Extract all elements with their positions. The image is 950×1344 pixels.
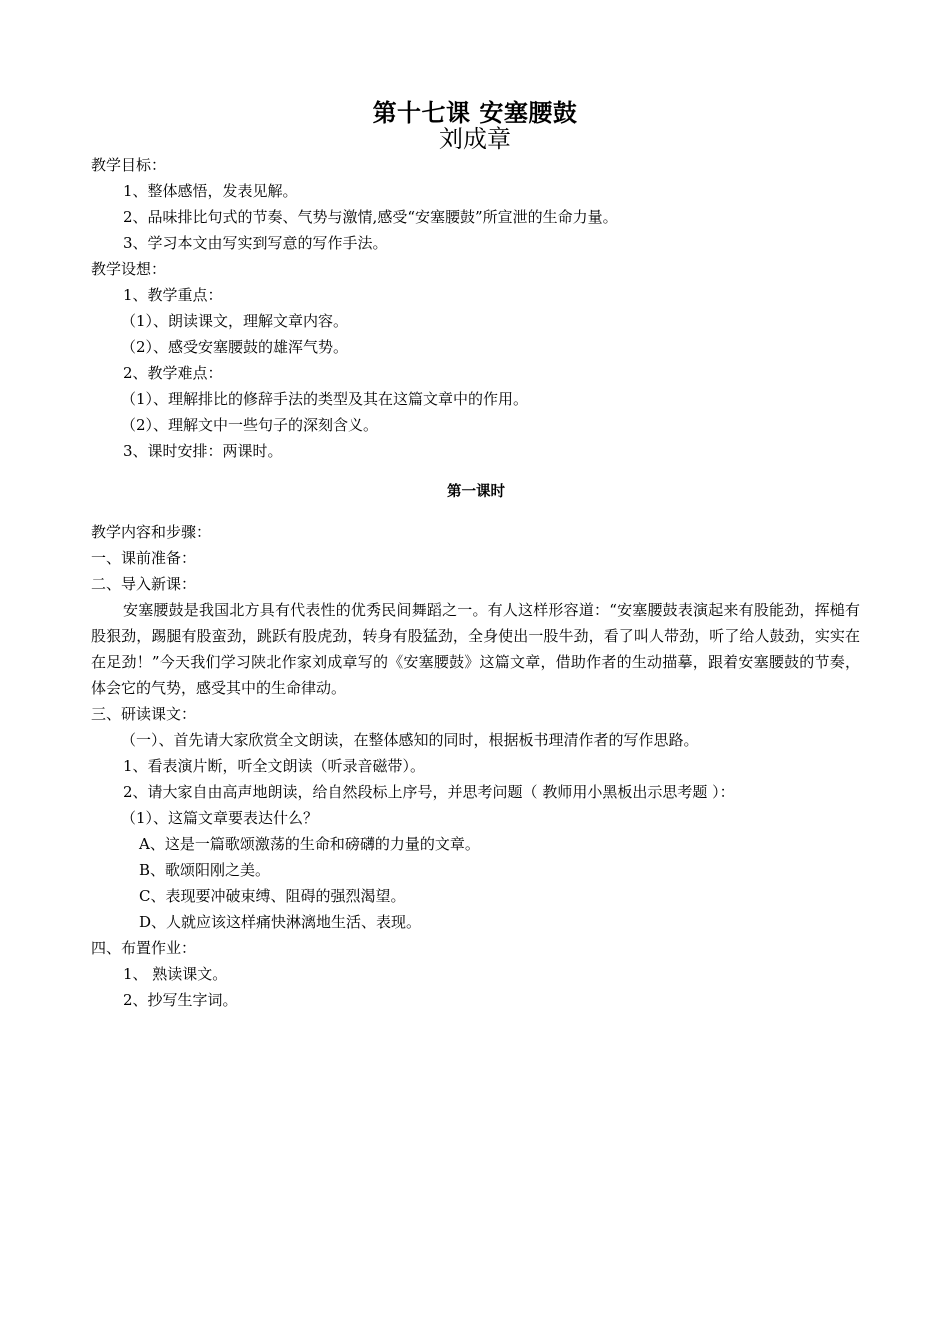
document-author: 刘成章 — [439, 125, 511, 153]
document-body — [91, 152, 861, 1013]
schedule-line: 3、课时安排：两课时。 — [123, 442, 283, 460]
answer-option: B、歌颂阳刚之美。 — [139, 861, 271, 879]
key-points-heading: 1、教学重点： — [123, 286, 223, 304]
answer-option: C、表现要冲破束缚、阻碍的强烈渴望。 — [139, 887, 406, 905]
reading-item: 2、请大家自由高声地朗读，给自然段标上序号，并思考问题（ 教师用小黑板出示思考题 ）： — [123, 783, 735, 801]
homework-item: 2、抄写生字词。 — [123, 991, 238, 1009]
difficulty-item: （2）、理解文中一些句子的深刻含义。 — [121, 416, 379, 434]
intro-paragraph: 安塞腰鼓是我国北方具有代表性的优秀民间舞蹈之一。有人这样形容道：“安塞腰鼓表演起来有股能劲，挥槌有股狠劲，踢腿有股蛮劲，跳跃有股虎劲，转身有股猛劲，全身使出一股牛劲，看了叫人带劲，听了给人鼓劲，实实在在足劲！”今天我们学习陕北作家刘成章写的《安塞腰鼓》这篇文章，借助作者的生动描摹，跟着安塞腰鼓的节奏，体会它的气势，感受其中的生命律动。 — [91, 601, 860, 697]
question-item: （1）、这篇文章要表达什么？ — [121, 809, 319, 827]
step-heading: 四、布置作业： — [91, 939, 197, 957]
answer-option: A、这是一篇歌颂激荡的生命和磅礴的力量的文章。 — [139, 835, 480, 853]
objectives-heading: 教学目标： — [91, 156, 167, 174]
key-point-item: （1）、朗读课文，理解文章内容。 — [121, 312, 349, 330]
objective-item: 3、学习本文由写实到写意的写作手法。 — [123, 234, 388, 252]
reading-item: （一）、首先请大家欣赏全文朗读，在整体感知的同时，根据板书理清作者的写作思路。 — [121, 731, 699, 749]
difficulties-heading: 2、教学难点： — [123, 364, 223, 382]
steps-heading: 教学内容和步骤： — [91, 523, 212, 541]
document-title: 第十七课 安塞腰鼓 — [372, 98, 578, 127]
objective-item: 1、整体感悟，发表见解。 — [123, 182, 298, 200]
design-heading: 教学设想： — [91, 260, 167, 278]
objective-item: 2、品味排比句式的节奏、气势与激情,感受“安塞腰鼓”所宣泄的生命力量。 — [123, 208, 618, 226]
step-heading: 三、研读课文： — [91, 705, 197, 723]
step-heading: 一、课前准备： — [91, 549, 197, 567]
answer-option: D、人就应该这样痛快淋漓地生活、表现。 — [139, 913, 422, 931]
reading-item: 1、看表演片断，听全文朗读（听录音磁带）。 — [123, 757, 426, 775]
lesson-heading: 第一课时 — [447, 482, 505, 500]
key-point-item: （2）、感受安塞腰鼓的雄浑气势。 — [121, 338, 349, 356]
homework-item: 1、 熟读课文。 — [123, 965, 228, 983]
difficulty-item: （1）、理解排比的修辞手法的类型及其在这篇文章中的作用。 — [121, 390, 529, 408]
step-heading: 二、导入新课： — [91, 575, 197, 593]
